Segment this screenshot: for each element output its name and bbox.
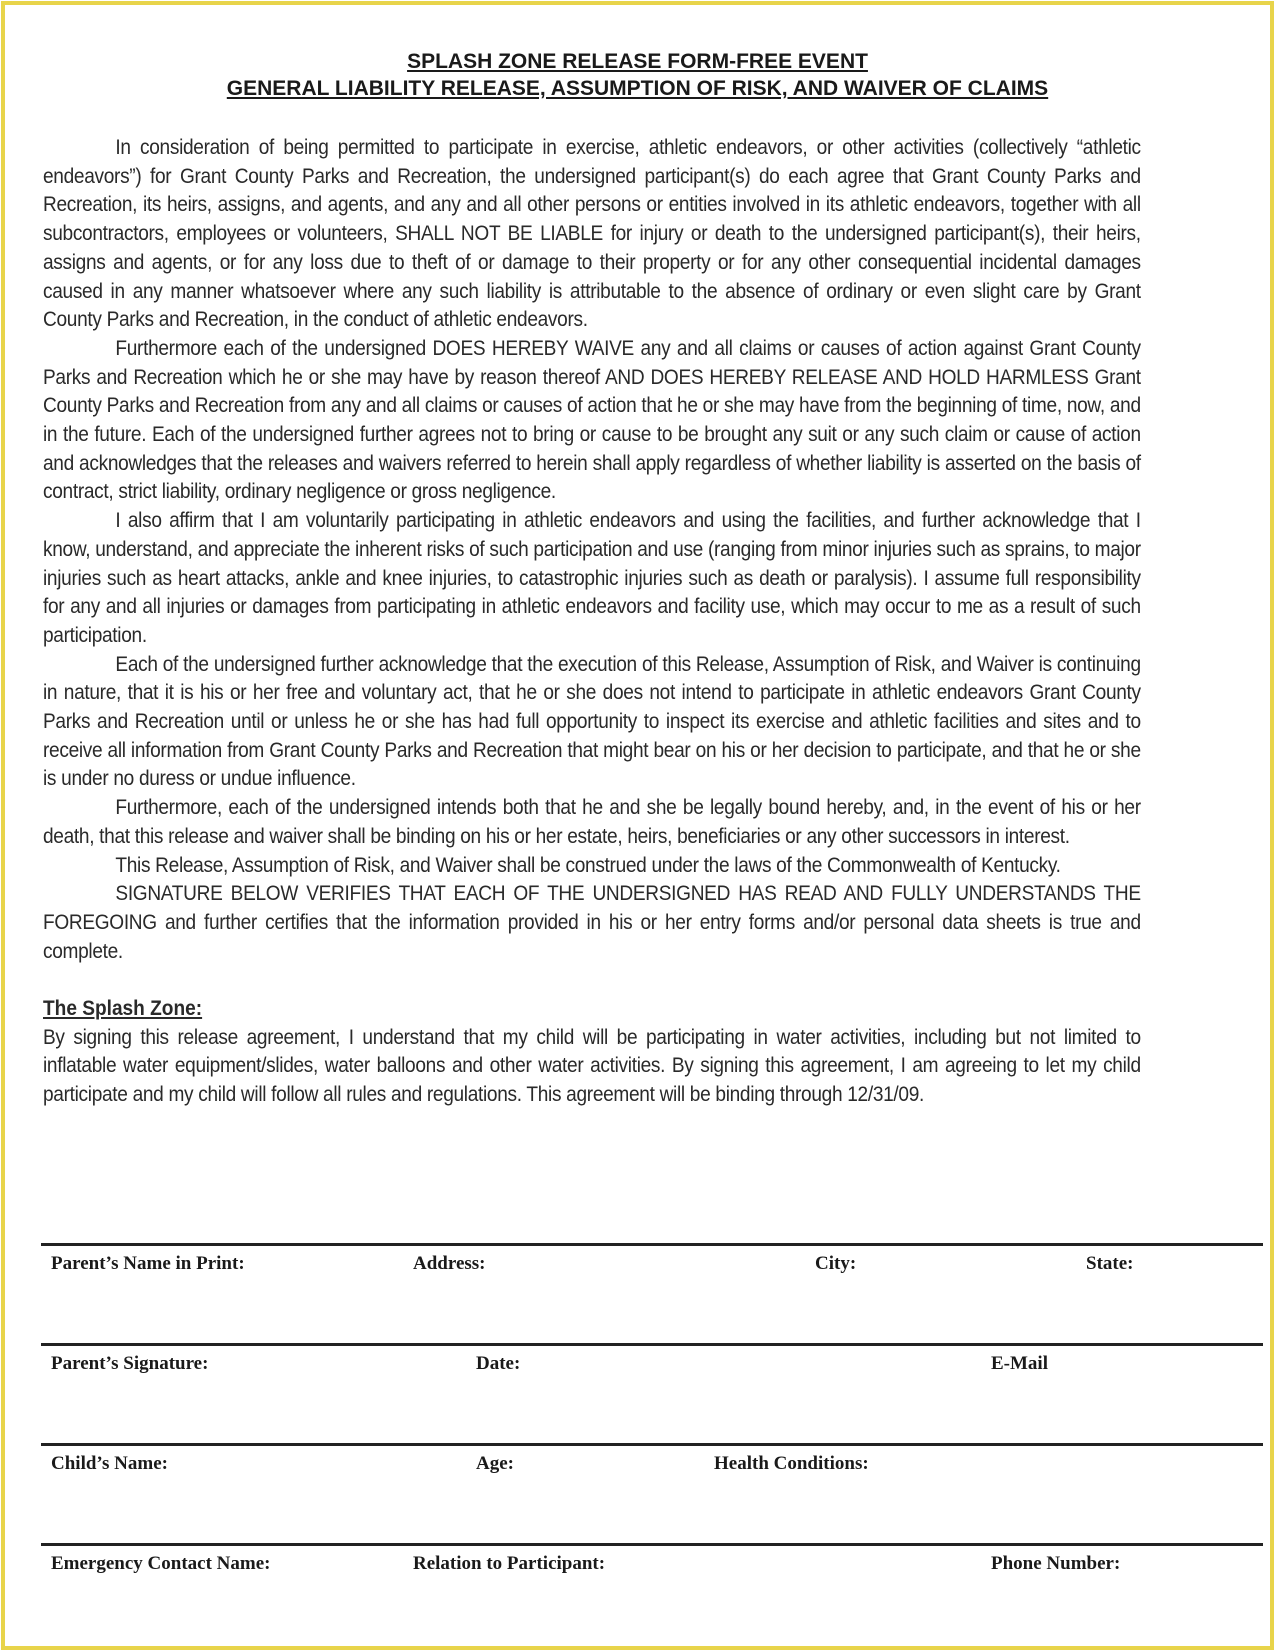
title-line-2: GENERAL LIABILITY RELEASE, ASSUMPTION OF RISK, AND WAIVER OF CLAIMS	[226, 77, 1049, 100]
document-page	[1, 1, 1274, 1650]
splash-zone-heading: The Splash Zone:	[43, 997, 203, 1020]
field-child-name[interactable]: Child’s Name:	[51, 1453, 168, 1474]
paragraph-legally-bound: Furthermore, each of the undersigned intends both that he and she be legally bound hereby, and, in the event of his or her death, that this release and waiver shall be binding on his or her estate, heirs, beneficiaries or any other successors in interest.	[43, 796, 1141, 848]
paragraph-consideration: In consideration of being permitted to participate in exercise, athletic endeavors, or other activities (collectively “athletic endeavors”) for Grant County Parks and Recreation, the undersigned participant(s) do each agree that Grant County Parks and Recreation, its heirs, assigns, and agents, and any and all other persons or entities involved in its athletic endeavors, together with all subcontractors, employees or volunteers, SHALL NOT BE LIABLE for injury or death to the undersigned participant(s), their heirs, assigns and agents, or for any loss due to theft of or damage to their property or for any other consequential incidental damages caused in any manner whatsoever where any such liability is attributable to the absence of ordinary or even slight care by Grant County Parks and Recreation, in the conduct of athletic endeavors.	[43, 136, 1141, 332]
splash-zone-text: By signing this release agreement, I understand that my child will be participating in water activities, including but not limited to inflatable water equipment/slides, water balloons and other water activities. By signing this agreement, I am agreeing to let my child participate and my child will follow all rules and regulations. This agreement will be binding through 12/31/09.	[43, 1025, 1141, 1107]
paragraph-waiver: Furthermore each of the undersigned DOES HEREBY WAIVE any and all claims or causes of action against Grant County Parks and Recreation which he or she may have by reason thereof AND DOES HEREBY RELEASE AND HOLD HARMLESS Grant County Parks and Recreation from any and all claims or causes of action that he or she may have from the beginning of time, now, and in the future. Each of the undersigned further agrees not to bring or cause to be brought any suit or any such claim or cause of action and acknowledges that the releases and waivers referred to herein shall apply regardless of whether liability is asserted on the basis of contract, strict liability, ordinary negligence or gross negligence.	[43, 336, 1141, 504]
title-line-1: SPLASH ZONE RELEASE FORM-FREE EVENT	[407, 50, 868, 73]
paragraph-affirmation: I also affirm that I am voluntarily participating in athletic endeavors and using the facilities, and further acknowledge that I know, understand, and appreciate the inherent risks of such participation and use (ranging from minor injuries such as sprains, to major injuries such as heart attacks, ankle and knee injuries, to catastrophic injuries such as death or paralysis). I assume full responsibility for any and all injuries or damages from participating in athletic endeavors and facility use, which may occur to me as a result of such participation.	[43, 509, 1141, 647]
form-row-child-info	[41, 1443, 1263, 1526]
field-state[interactable]: State:	[1086, 1253, 1134, 1274]
document-title	[5, 48, 1270, 102]
field-date[interactable]: Date:	[476, 1353, 521, 1374]
field-health-conditions[interactable]: Health Conditions:	[714, 1453, 869, 1474]
form-row-emergency-contact	[41, 1543, 1263, 1626]
paragraph-signature-verification: SIGNATURE BELOW VERIFIES THAT EACH OF THE UNDERSIGNED HAS READ AND FULLY UNDERSTANDS THE FOREGOING and further certifies that the information provided in his or her entry forms and/or personal data sheets is true and complete.	[43, 882, 1141, 963]
paragraph-acknowledgement: Each of the undersigned further acknowledge that the execution of this Release, Assumption of Risk, and Waiver is continuing in nature, that it is his or her free and voluntary act, that he or she does not intend to participate in athletic endeavors Grant County Parks and Recreation until or unless he or she has had full opportunity to inspect its exercise and athletic facilities and sites and to receive all information from Grant County Parks and Recreation that might bear on his or her decision to participate, and that he or she is under no duress or undue influence.	[43, 652, 1141, 791]
field-city[interactable]: City:	[815, 1253, 857, 1274]
field-phone-number[interactable]: Phone Number:	[991, 1553, 1121, 1574]
field-emergency-contact-name[interactable]: Emergency Contact Name:	[51, 1553, 271, 1574]
field-address[interactable]: Address:	[413, 1253, 486, 1274]
field-parent-signature[interactable]: Parent’s Signature:	[51, 1353, 209, 1374]
release-body	[43, 134, 1141, 966]
paragraph-governing-law: This Release, Assumption of Risk, and Waiver shall be construed under the laws of the Commonwealth of Kentucky.	[115, 853, 1061, 877]
field-age[interactable]: Age:	[476, 1453, 514, 1474]
field-relation-to-participant[interactable]: Relation to Participant:	[413, 1553, 606, 1574]
splash-zone-section	[43, 995, 1141, 1110]
form-row-parent-info	[41, 1243, 1263, 1326]
field-email[interactable]: E-Mail	[991, 1353, 1048, 1374]
field-parent-name[interactable]: Parent’s Name in Print:	[51, 1253, 245, 1274]
form-row-signature	[41, 1343, 1263, 1426]
